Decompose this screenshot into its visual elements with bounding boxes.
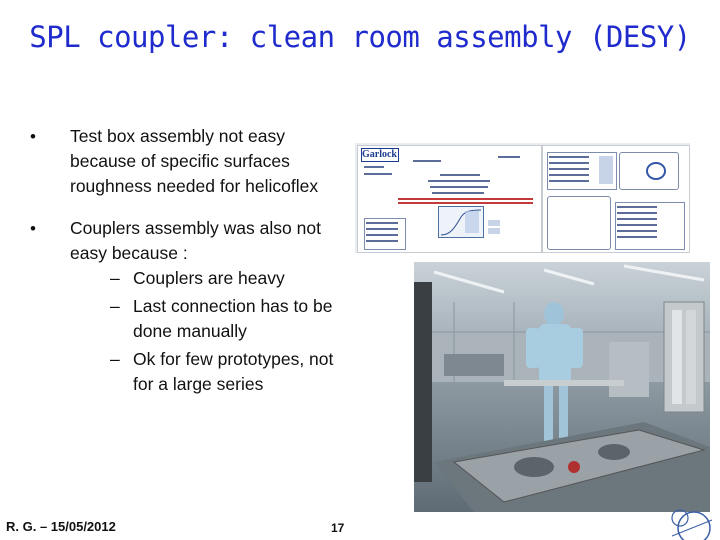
text-line — [364, 166, 384, 168]
page-number: 17 — [331, 521, 345, 535]
text-line — [549, 156, 589, 158]
sub-item-3 — [70, 347, 350, 397]
text-line — [398, 202, 533, 204]
datasheet-image — [355, 143, 690, 253]
text-line — [549, 174, 589, 176]
garlock-logo: Garlock — [362, 149, 397, 160]
slide-title: SPL coupler: clean room assembly (DESY) — [29, 20, 691, 54]
bullet-symbol: • — [30, 219, 36, 238]
text-line — [617, 206, 657, 208]
bullet-symbol: • — [30, 127, 36, 146]
dash-symbol: – — [110, 296, 120, 316]
text-line — [617, 236, 657, 238]
text-line — [617, 230, 657, 232]
clean-room-photo — [414, 262, 710, 512]
sub-item-text-1: Couplers are heavy — [133, 268, 285, 288]
text-line — [549, 168, 589, 170]
sub-item-text-3: Ok for few prototypes, not for a large series — [133, 349, 334, 394]
flange-center — [646, 162, 666, 180]
text-line — [428, 180, 490, 182]
clean-room-illustration — [414, 262, 710, 512]
text-line — [617, 218, 657, 220]
groove-drawing — [547, 196, 611, 250]
text-line — [398, 198, 533, 200]
text-line — [366, 240, 398, 242]
table-cell — [488, 220, 500, 226]
table-cell — [488, 228, 500, 234]
bullet-item-2 — [30, 216, 350, 397]
cern-logo-icon — [664, 506, 714, 540]
dash-symbol: – — [110, 349, 120, 369]
footer-author-date: R. G. – 15/05/2012 — [6, 519, 116, 534]
spec-table — [615, 202, 685, 250]
text-line — [366, 234, 398, 236]
bullet-item-1 — [30, 124, 350, 199]
datasheet-page-left — [357, 145, 542, 253]
bullet-text-2: Couplers assembly was also not easy because : — [70, 218, 321, 263]
text-line — [549, 180, 589, 182]
text-line — [498, 156, 520, 158]
text-line — [366, 222, 398, 224]
bullet-text-1: Test box assembly not easy because of specific surfaces roughness needed for helicoflex — [70, 126, 319, 196]
text-line — [549, 162, 589, 164]
compression-chart — [438, 206, 484, 238]
text-line — [440, 174, 480, 176]
text-line — [366, 228, 398, 230]
datasheet-page-right — [542, 145, 690, 253]
dash-symbol: – — [110, 268, 120, 288]
text-line — [617, 212, 657, 214]
chart-curve — [439, 207, 483, 237]
sub-item-text-2: Last connection has to be done manually — [133, 296, 333, 341]
sub-item-1 — [70, 266, 350, 291]
text-line — [430, 186, 488, 188]
text-line — [364, 173, 392, 175]
bullet-list — [30, 124, 350, 414]
table-cell — [599, 156, 613, 184]
text-line — [617, 224, 657, 226]
text-line — [432, 192, 484, 194]
text-line — [413, 160, 441, 162]
sub-item-2 — [70, 294, 350, 344]
